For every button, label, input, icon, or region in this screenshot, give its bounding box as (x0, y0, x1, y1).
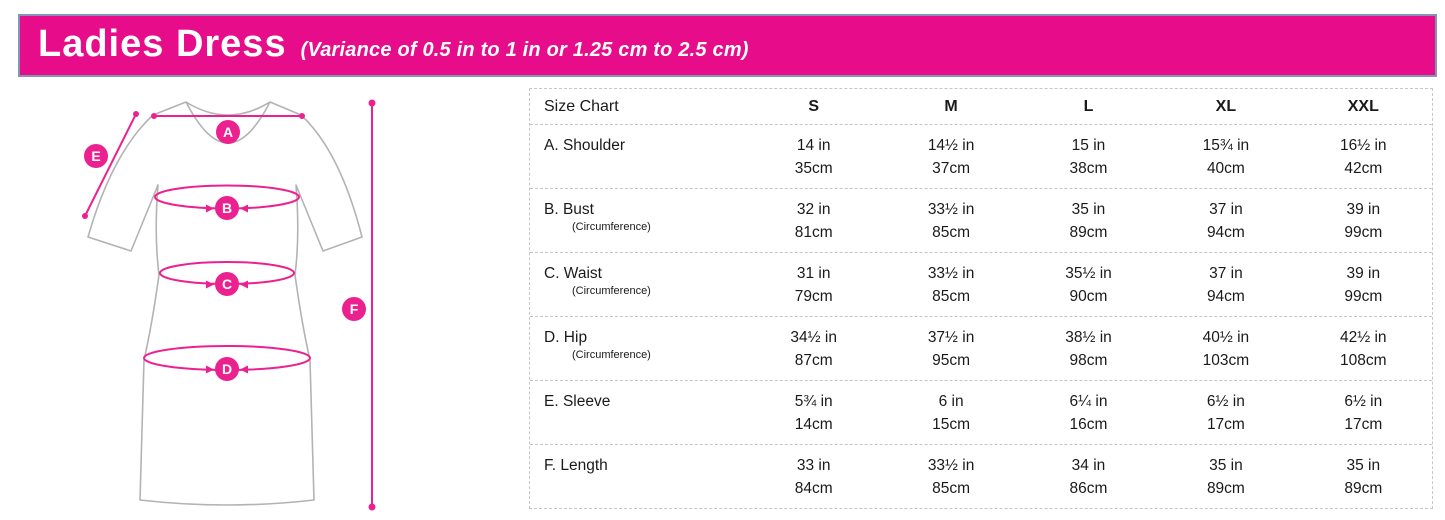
size-value: 35½ in 90cm (1065, 265, 1112, 305)
marker-a-label: A (222, 124, 234, 140)
size-value: 40½ in 103cm (1202, 329, 1250, 369)
size-value: 33½ in 85cm (927, 457, 975, 497)
dress-diagram-svg (40, 85, 400, 515)
size-value: 35 in 89cm (1206, 457, 1245, 497)
column-header-m: M (944, 98, 958, 115)
size-value: 35 in 89cm (1069, 201, 1108, 241)
marker-e-label: E (91, 148, 101, 164)
row-label: A. Shoulder (544, 137, 625, 154)
page-subtitle: (Variance of 0.5 in to 1 in or 1.25 cm to 2.5 cm) (300, 39, 749, 61)
size-value: 15¾ in 40cm (1202, 137, 1250, 177)
size-value: 42½ in 108cm (1340, 329, 1387, 369)
column-header-xxl: XXL (1347, 98, 1379, 115)
size-value: 34½ in 87cm (790, 329, 837, 369)
header-banner (18, 14, 1437, 77)
size-value: 6½ in 17cm (1344, 393, 1383, 433)
table-header-row (530, 89, 1432, 124)
size-value: 6½ in 17cm (1206, 393, 1245, 433)
line-end-dot (82, 213, 88, 219)
column-header-s: S (808, 98, 820, 115)
row-label: F. Length (544, 457, 608, 474)
size-value: 33 in 84cm (794, 457, 833, 497)
line-end-dot (369, 504, 376, 511)
table-row-shoulder (530, 124, 1432, 188)
marker-d-label: D (221, 361, 233, 377)
row-sublabel: (Circumference) (572, 349, 651, 361)
line-end-dot (299, 113, 305, 119)
size-value: 33½ in 85cm (927, 265, 975, 305)
size-value: 37 in 94cm (1206, 265, 1245, 305)
size-chart-table (529, 88, 1433, 509)
table-title: Size Chart (544, 98, 619, 115)
size-value: 38½ in 98cm (1065, 329, 1112, 369)
size-value: 37 in 94cm (1206, 201, 1245, 241)
row-label: E. Sleeve (544, 393, 611, 410)
row-label: D. Hip (Circumference) (530, 317, 745, 380)
dress-outline (88, 102, 362, 505)
row-sublabel: (Circumference) (572, 285, 651, 297)
line-end-dot (369, 100, 376, 107)
dress-diagram (40, 85, 400, 515)
size-value: 5¾ in 14cm (794, 393, 833, 433)
page-title: Ladies Dress (38, 23, 287, 65)
size-value: 35 in 89cm (1344, 457, 1383, 497)
marker-c-label: C (221, 276, 233, 292)
size-value: 15 in 38cm (1069, 137, 1108, 177)
size-value: 34 in 86cm (1069, 457, 1108, 497)
size-value: 6 in 15cm (932, 393, 971, 433)
size-value: 39 in 99cm (1344, 201, 1383, 241)
size-value: 31 in 79cm (794, 265, 833, 305)
size-value: 32 in 81cm (794, 201, 833, 241)
marker-b-label: B (221, 200, 233, 216)
table-row-sleeve (530, 380, 1432, 444)
size-value: 33½ in 85cm (927, 201, 975, 241)
column-header-xl: XL (1215, 98, 1237, 115)
row-label: C. Waist (Circumference) (530, 253, 745, 316)
table-row-length (530, 444, 1432, 508)
row-label: B. Bust (Circumference) (530, 189, 745, 252)
table-row-waist (530, 252, 1432, 316)
size-value: 14½ in 37cm (927, 137, 975, 177)
size-value: 37½ in 95cm (927, 329, 975, 369)
table-row-bust (530, 188, 1432, 252)
size-value: 16½ in 42cm (1340, 137, 1387, 177)
measurement-f (342, 100, 376, 511)
line-end-dot (133, 111, 139, 117)
size-value: 14 in 35cm (794, 137, 833, 177)
size-value: 39 in 99cm (1344, 265, 1383, 305)
row-sublabel: (Circumference) (572, 221, 651, 233)
table-row-hip (530, 316, 1432, 380)
size-value: 6¼ in 16cm (1069, 393, 1108, 433)
line-end-dot (151, 113, 157, 119)
marker-f-label: F (349, 301, 359, 317)
column-header-l: L (1083, 98, 1094, 115)
